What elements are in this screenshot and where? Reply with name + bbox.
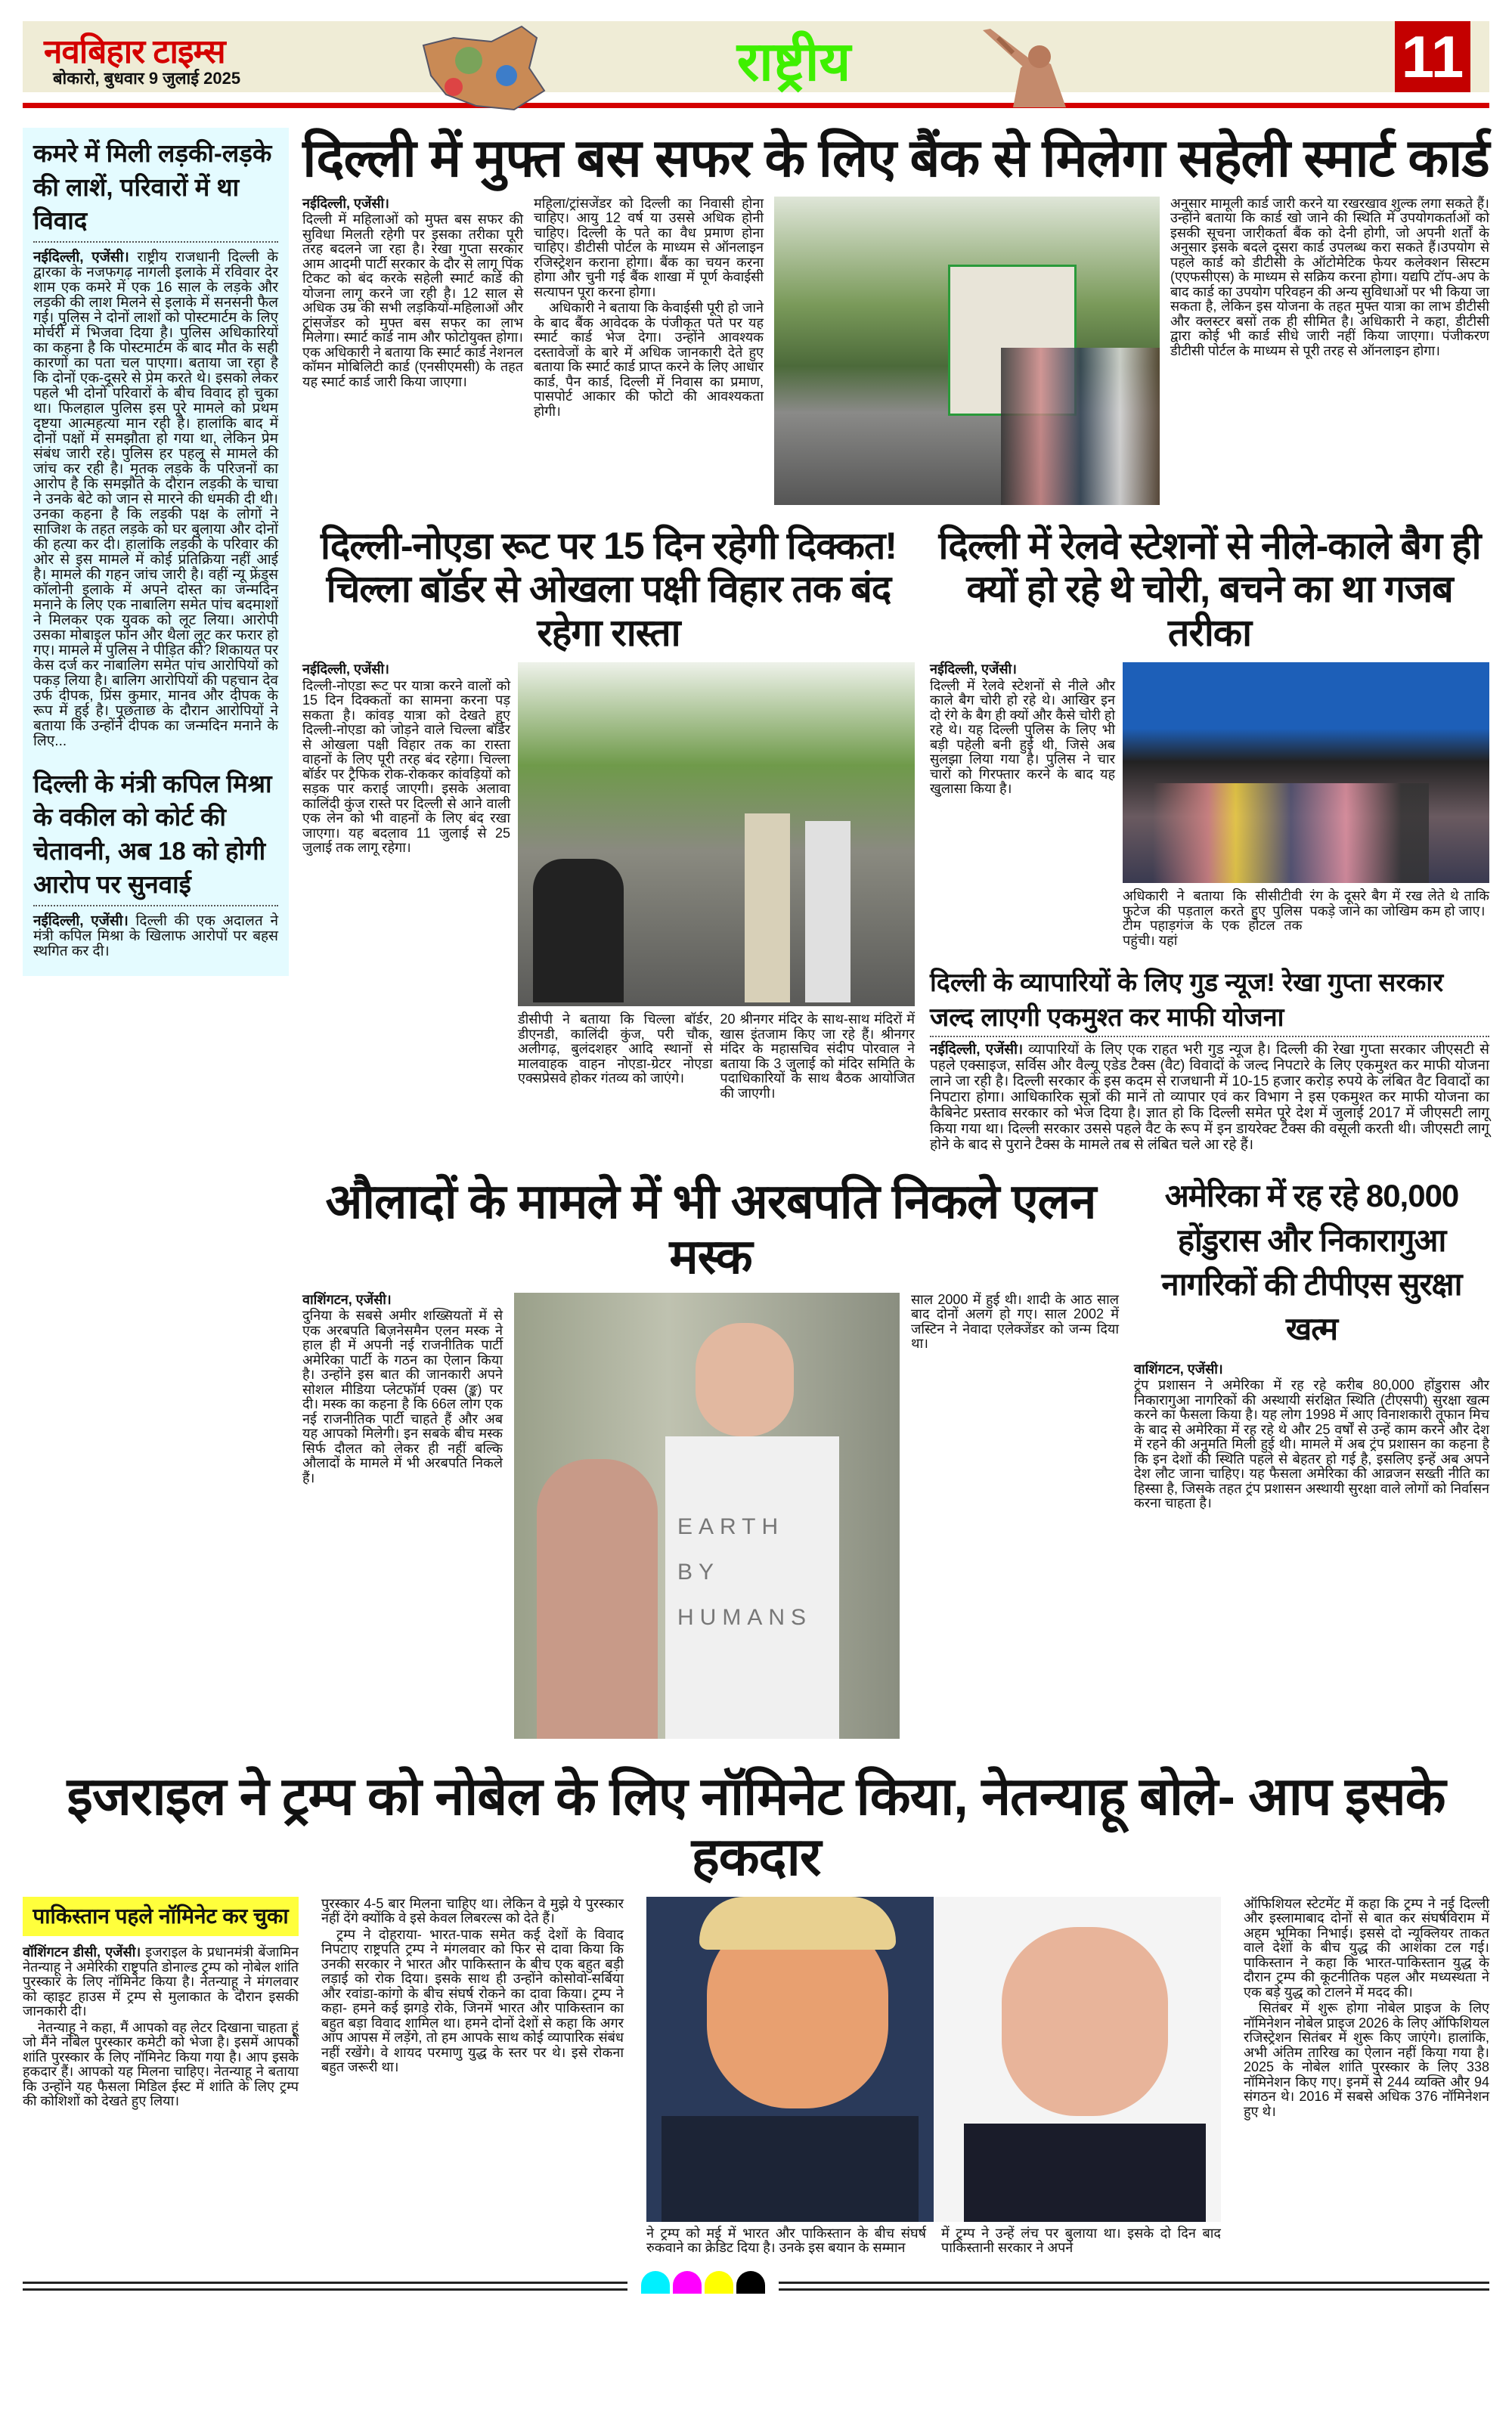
upper-page-grid xyxy=(23,128,1489,1758)
tshirt-text: EARTH BY HUMANS xyxy=(677,1513,813,1630)
noida-right-block xyxy=(518,662,915,1102)
third-row xyxy=(302,1174,1489,1739)
magenta-registration-icon xyxy=(673,2271,702,2294)
person-face-shape xyxy=(696,1323,794,1436)
motorcycle-shape xyxy=(533,859,624,1002)
passengers-shape xyxy=(1153,783,1429,883)
netanyahu-photo xyxy=(934,1897,1221,2222)
policeman-shape xyxy=(805,821,850,1002)
registration-row xyxy=(23,2269,1489,2294)
railway-headline: दिल्ली में रेलवे स्टेशनों से नीले-काले बैग ही क्यों हो रहे थे चोरी, बचने का था गजब तरीका xyxy=(938,524,1481,654)
sidebar-story-2-headline: दिल्ली के मंत्री कपिल मिश्रा के वकील को कोर्ट की चेतावनी, अब 18 को होगी आरोप पर सुनवाई xyxy=(33,767,278,906)
musk-column-1 xyxy=(302,1293,503,1488)
noida-column-2 xyxy=(518,1012,713,1102)
dateline: नईदिल्ली, एजेंसी। xyxy=(930,661,1017,677)
hair-shape xyxy=(699,1897,896,1950)
story-body: पुरस्कार 4-5 बार मिलना चाहिए था। लेकिन वे मुझे ये पुरस्कार नहीं देंगे क्योंकि वे इसे केवल लिबरल्स को देते हैं। xyxy=(321,1895,624,1926)
lead-headline: दिल्ली में मुफ्त बस सफर के लिए बैंक से मिलेगा सहेली स्मार्ट कार्ड xyxy=(302,129,1489,187)
story-body: ट्रंप प्रशासन ने अमेरिका में रह रहे करीब 80,000 होंडुरास और निकारागुआ नागरिकों की अस्थायी संरक्षित स्थिति (टीएसपी) सुरक्षा खत्म करने का फैसला किया है। यह लोग 1998 में आए विनाशकारी तूफान मिच के बाद से अमेरिका में रह रहे थे और 25 वर्षों से उन्हें काम करने और देश में रहने की अनुमति मिली हुई थी। मामले में अब ट्रंप प्रशासन का कहना है कि इन देशों की स्थिति पहले से बेहतर हो गई है, इसलिए इन्हें अब अपने देश लौट जाना चाहिए। यह फैसला अमेरिका की आव्रजन सख्ती नीति का हिस्सा है, जिसके तहत ट्रंप प्रशासन अस्थायी सुरक्षा वाले लोगों को निर्वासन करना चाहता है। xyxy=(1134,1377,1489,1511)
story-body: दिल्ली की एक अदालत ने मंत्री कपिल मिश्रा के खिलाफ आरोपों पर बहस स्थगित कर दी। xyxy=(33,912,278,959)
header-divider xyxy=(23,103,1489,108)
story-body: ऑफिशियल स्टेटमेंट में कहा कि ट्रम्प ने नई दिल्ली और इस्लामाबाद दोनों से बात कर संघर्षविराम में अहम भूमिका निभाई। इससे दो न्यूक्लियर ताकत वाले देशों के बीच युद्ध की आशंका टल गई। पाकिस्तान ने कहा कि भारत-पाकिस्तान युद्ध के दौरान ट्रम्प की कूटनीतिक पहल और मध्यस्थता ने एक बड़े युद्ध को टालने में मदद की। xyxy=(1244,1895,1489,2000)
musk-headline: औलादों के मामले में भी अरबपति निकले एलन मस्क xyxy=(325,1173,1096,1284)
dateline: नईदिल्ली, एजेंसी। xyxy=(930,1041,1024,1058)
lead-story xyxy=(302,128,1489,505)
tshirt-shape xyxy=(665,1436,839,1739)
nobel-column-2 xyxy=(321,1897,624,2077)
dateline: वाशिंगटन, एजेंसी। xyxy=(302,1291,392,1307)
dateline: नईदिल्ली, एजेंसी। xyxy=(33,249,129,265)
registration-bar-right xyxy=(779,2282,1489,2291)
railway-station-photo xyxy=(1123,662,1489,883)
nobel-column-1 xyxy=(23,1945,299,2109)
nobel-story xyxy=(23,1766,1489,2256)
masthead-band xyxy=(23,21,1489,92)
noida-column-1 xyxy=(302,662,510,857)
gst-body xyxy=(930,1042,1489,1153)
lead-column-2 xyxy=(534,197,764,421)
story-body: महिला/ट्रांसजेंडर को दिल्ली का निवासी होना चाहिए। आयु 12 वर्ष या उससे अधिक होनी चाहिए। दिल्ली के पते का वैध प्रमाण होना चाहिए। डीटीसी पोर्टल के माध्यम से ऑनलाइन रजिस्ट्रेशन कराना होगा। बैंक का चयन करना होगा और चुनी गई बैंक शाखा में पूर्ण केवाईसी सत्यापन पूरा करना होगा। xyxy=(534,195,764,299)
story-body: ट्रम्प ने दोहराया- भारत-पाक समेत कई देशों के विवाद निपटाए राष्ट्रपति ट्रम्प ने मंगलवार को फिर से दावा किया कि उनकी सरकार ने भारत और पाकिस्तान के बीच एक बहुत बड़ी लड़ाई को रोक दिया। इसके साथ ही उन्होंने कोसोवो-सर्बिया और रवांडा-कांगो के बीच संघर्ष रोकने का दावा किया। ट्रम्प ने कहा- हमने कई झगड़े रोके, जिनमें भारत और पाकिस्तान का बहुत बड़ा विवाद शामिल था। हमने दोनों देशों से कहा कि अगर आप आपस में लड़ेंगे, तो हम आपके साथ कोई व्यापारिक संबंध नहीं रखेंगे। वे शायद परमाणु युद्ध के स्तर पर थे। इसे रोकना बहुत जरूरी था। xyxy=(321,1926,624,2075)
photo-caption-right: में ट्रम्प ने उन्हें लंच पर बुलाया था। इसके दो दिन बाद पाकिस्तानी सरकार ने अपने xyxy=(941,2225,1221,2256)
railway-column-3 xyxy=(1310,889,1490,950)
policeman-shape xyxy=(745,813,790,1002)
crowd-shape xyxy=(1001,348,1160,505)
nobel-photo-block xyxy=(646,1897,1221,2256)
story-body: इजराइल के प्रधानमंत्री बेंजामिन नेतन्याहू ने अमेरिकी राष्ट्रपति डोनाल्ड ट्रम्प को नोबेल शांति पुरस्कार के लिए नॉमिनेट किया है। नेतन्याहू ने मंगलवार को व्हाइट हाउस में ट्रम्प से मुलाकात के दौरान इसकी जानकारी दी। xyxy=(23,1944,299,2019)
face-shape xyxy=(1002,1927,1168,2116)
railway-right-block xyxy=(1123,662,1489,950)
dateline: वाशिंगटन, एजेंसी। xyxy=(1134,1361,1223,1377)
honduras-headline: अमेरिका में रह रहे 80,000 होंडुरास और निकारागुआ नागरिकों की टीपीएस सुरक्षा खत्म xyxy=(1161,1177,1462,1347)
story-body: रंग के दूसरे बैग में रख लेते थे ताकि पकड़े जाने का जोखिम कम हो जाए। xyxy=(1309,888,1489,919)
musk-column-3 xyxy=(911,1293,1119,1353)
railway-column-2 xyxy=(1123,889,1303,950)
honduras-body xyxy=(1134,1362,1489,1511)
state-map-collage-icon xyxy=(408,23,559,113)
noida-headline: दिल्ली-नोएडा रूट पर 15 दिन रहेगी दिक्कत! चिल्ला बॉर्डर से ओखला पक्षी विहार तक बंद रहेगा रास्ता xyxy=(320,524,897,654)
left-sidebar xyxy=(23,128,289,976)
dateline: नईदिल्ली, एजेंसी। xyxy=(302,195,389,211)
story-body: अनुसार मामूली कार्ड जारी करने या रखरखाव शुल्क लगा सकते हैं। उन्होंने बताया कि कार्ड खो जाने की स्थिति में उपयोगकर्ताओं को इसकी सूचना जारीकर्ता बैंक को देनी होगी, जो अपनी शर्तों के अनुसार इसके बदले दूसरा कार्ड उपलब्ध करा सकते हैं।उपयोग से पहले कार्ड को डीटीसी के ऑटोमेटिक फेयर कलेक्शन सिस्टम (एएफसीएस) के माध्यम से सक्रिय करना होगा। यद्यपि टॉप-अप के बाद कार्ड का उपयोग परिवहन की अन्य सुविधाओं पर भी किया जा सकता है, लेकिन इस योजना के तहत मुफ्त यात्रा का लाभ डीटीसी और क्लस्टर बसों तक ही सीमित है। अधिकारी ने कहा, डीटीसी द्वारा कोई भी कार्ड सीधे जारी नहीं किया जाएगा। पंजीकरण डीटीसी पोर्टल के माध्यम से पूरी तरह से ऑनलाइन होगा। xyxy=(1170,195,1489,358)
bus-queue-photo xyxy=(774,197,1160,505)
photo-caption-left: ने ट्रम्प को मई में भारत और पाकिस्तान के बीच संघर्ष रुकवाने का क्रेडिट दिया है। उनके इस बयान के सम्मान xyxy=(646,2225,926,2256)
story-body: अधिकारी ने बताया कि सीसीटीवी फुटेज की पड़ताल करते हुए पुलिस टीम पहाड़गंज के एक होटल तक पहुंची। यहां xyxy=(1123,888,1303,948)
story-body: दिल्ली में रेलवे स्टेशनों से नीले और काले बैग चोरी हो रहे थे। आखिर इन दो रंगे के बैग ही क्यों और कैसे चोरी हो रहे थे। यह दिल्ली पुलिस के लिए भी बड़ी पहेली बनी हुई थी, जिसे अब सुलझा लिया गया है। पुलिस ने चार चारों को गिरफ्तार करने के बाद यह खुलासा किया है। xyxy=(930,677,1115,796)
sub-headline-box: पाकिस्तान पहले नॉमिनेट कर चुका xyxy=(23,1897,299,1936)
suit-shape xyxy=(662,2116,919,2222)
dateline: नईदिल्ली, एजेंसी। xyxy=(33,912,129,929)
second-row xyxy=(302,525,1489,1154)
sidebar-story-1 xyxy=(33,137,278,749)
musk-story xyxy=(302,1174,1119,1739)
story-body: डीसीपी ने बताया कि चिल्ला बॉर्डर, डीएनडी, कालिंदी कुंज, परी चौक, अलीगढ़, बुलंदशहर आदि स्थानों से मालवाहक वाहन नोएडा-ग्रेटर नोएडा एक्सप्रेसवे होकर गंतव्य को जाएंगे। xyxy=(518,1012,713,1086)
paper-logo: नवबिहार टाइम्स xyxy=(44,33,225,70)
woman-child-shape xyxy=(537,1459,658,1739)
story-body: राष्ट्रीय राजधानी दिल्ली के द्वारका के नजफगढ़ नागली इलाके में रविवार देर शाम एक कमरे में एक 16 साल के लड़के और लड़की की लाश मिलने से इलाके में सनसनी फैल गई। पुलिस ने दोनों लाशों को पोस्टमार्टम के लिए मोर्चरी में भिजवा दिया है। पुलिस अधिकारियों का कहना है कि पोस्टमार्टम के बाद मौत के सही कारणों का पता चल पाएगा। बताया जा रहा है कि दोनों एक-दूसरे से प्रेम करते थे। इसको लेकर पहले भी दोनों परिवारों के बीच विवाद हो चुका था। फिलहाल पुलिस इस पूरे मामले को प्रथम दृष्टया आत्महत्या मान रही है। हालांकि बाद में दोनों पक्षों में समझौता हो गया था, लेकिन प्रेम संबंध जारी रहे। पुलिस हर पहलू से मामले की जांच कर रही है। मृतक लड़के के परिजनों का आरोप है कि समझौते के दौरान लड़की के चाचा ने उनके बेटे को जान से मारने की धमकी दी थी। उनका कहना है कि लड़की पक्ष के लोगों ने साजिश के तहत लड़के को घर बुलाया और दोनों की हत्या कर दी। हालांकि लड़की के परिवार की ओर से इस मामले में कोई प्रतिक्रिया नहीं आई है। मामले की गहन जांच जारी है। वहीं न्यू फ्रेंड्स कॉलोनी इलाके में अपने दोस्त का जन्मदिन मनाने के लिए एक नाबालिग समेत पांच बदमाशों ने मिलकर एक युवक को लूट लिया। आरोपी उसका मोबाइल फोन और थैला लूट कर फरार हो गए। मामले में पुलिस ने पीड़ित की? शिकायत पर केस दर्ज कर नाबालिग समेत पांच आरोपियों को पकड़ लिया है। बालिग आरोपियों की पहचान देव उर्फ दीपक, प्रिंस कुमार, मानव और दीपक के रूप में हुई है। पूछताछ के दौरान आरोपियों ने बताया कि उन्होंने दीपक का जन्मदिन मनाने के लिए... xyxy=(33,249,279,749)
traffic-police-photo xyxy=(518,662,915,1006)
noida-story xyxy=(302,525,915,1103)
musk-family-photo xyxy=(514,1293,900,1739)
section-title: राष्ट्रीय xyxy=(736,32,851,92)
main-area xyxy=(302,128,1489,1758)
issue-date: बोकारो, बुधवार 9 जुलाई 2025 xyxy=(53,69,241,88)
story-body: नेतन्याहू ने कहा, मैं आपको वह लेटर दिखाना चाहता हूं जो मैंने नोबेल पुरस्कार कमेटी को भेजा है। इसमें आपको शांति पुरस्कार के लिए नॉमिनेट किया गया है। आप इसके हकदार हैं। आपको यह मिलना चाहिए। नेतन्याहू ने बताया कि उन्होंने यह फैसला मिडिल ईस्ट में शांति के लिए ट्रम्प की कोशिशों को देखते हुए लिया। xyxy=(23,2019,299,2109)
story-body: साल 2000 में हुई थी। शादी के आठ साल बाद दोनों अलग हो गए। साल 2002 में जस्टिन ने नेवादा एलेक्जेंडर को जन्म दिया था। xyxy=(911,1291,1119,1352)
statue-illustration-icon xyxy=(968,23,1104,107)
story-body: दुनिया के सबसे अमीर शख्सियतों में से एक अरबपति बिज़नेसमैन एलन मस्क ने हाल ही में अपनी नई राजनीतिक पार्टी अमेरिका पार्टी के गठन का ऐलान किया है। उन्होंने इस बात की जानकारी अपने सोशल मीडिया प्लेटफॉर्म एक्स (ङ्क) पर दी। मस्क का कहना है कि 66ल लोग एक नई राजनीतिक पार्टी चाहते हैं और अब यह आपको मिलेगी। इन सबके बीच मस्क सिर्फ दौलत को लेकर ही नहीं बल्कि औलादों के मामले में भी अरबपति निकले हैं। xyxy=(302,1308,503,1486)
lead-column-3 xyxy=(1170,197,1489,361)
honduras-story xyxy=(1134,1174,1489,1513)
story-body: व्यापारियों के लिए एक राहत भरी गुड न्यूज है। दिल्ली की रेखा गुप्ता सरकार जीएसटी से पहले एक्साइज, सर्विस और वैल्यू एडेड टैक्स (वैट) विवादों के जल्द निपटारे के लिए एकमुश्त कर माफी योजना लाने जा रही है। दिल्ली सरकार के इस कदम से राजधानी में 10-15 हजार करोड़ रुपये के लंबित वैट विवादों का निपटारा होगा। आधिकारिक सूत्रों की मानें तो व्यापार एवं कर विभाग ने इस एकमुश्त कर माफी योजना का कैबिनेट प्रस्ताव सरकार को भेज दिया है। ज्ञात हो कि दिल्ली समेत पूरे देश में जुलाई 2017 में जीएसटी लागू किया गया था। दिल्ली सरकार उससे पहले वैट के रूप में इन डायरेक्ट टैक्स की वसूली करती थी। जीएसटी लागू होने के बाद से पुराने टैक्स के मामले तब से लंबित चले आ रहे हैं। xyxy=(930,1041,1490,1153)
story-body: अधिकारी ने बताया कि केवाईसी पूरी हो जाने के बाद बैंक आवेदक के पंजीकृत पते पर यह स्मार्ट कार्ड भेज देगा। उन्होंने आवश्यक दस्तावेजों के बारे में अधिक जानकारी देते हुए बताया कि स्मार्ट कार्ड प्राप्त करने के लिए आधार कार्ड, पैन कार्ड, दिल्ली में निवास का प्रमाण, पासपोर्ट आकार की फोटो की आवश्यकता होगी। xyxy=(534,300,764,419)
lead-column-1 xyxy=(302,197,523,392)
gst-story xyxy=(930,966,1489,1153)
story-body: 20 श्रीनगर मंदिर के साथ-साथ मंदिरों में खास इंतजाम किए जा रहे हैं। श्रीनगर मंदिर के महासचिव संदीप पोरवाल ने बताया कि 3 जुलाई को मंदिर समिति के पदाधिकारियों के साथ बैठक आयोजित की जाएगी। xyxy=(720,1012,915,1101)
story-body: सितंबर में शुरू होगा नोबेल प्राइज के लिए नॉमिनेशन नोबेल प्राइज 2026 के लिए ऑफिशियल रजिस्ट्रेशन सितंबर में शुरू किए जाएंगे। हालांकि, अभी अंतिम तारिख का ऐलान नहीं किया गया है। 2025 के नोबेल शांति पुरस्कार के लिए 338 नॉमिनेशन किए गए। इनमें से 244 व्यक्ति और 94 संगठन थे। 2016 में सबसे अधिक 376 नॉमिनेशन हुए थे। xyxy=(1244,2000,1489,2119)
trump-photo xyxy=(646,1897,934,2222)
nobel-column-4 xyxy=(1244,1897,1489,2121)
yellow-registration-icon xyxy=(705,2271,733,2294)
sidebar-story-2 xyxy=(33,767,278,959)
gst-headline: दिल्ली के व्यापारियों के लिए गुड न्यूज! रेखा गुप्ता सरकार जल्द लाएगी एकमुश्त कर माफी योजना xyxy=(930,966,1489,1037)
nobel-headline: इजराइल ने ट्रम्प को नोबेल के लिए नॉमिनेट किया, नेतन्याहू बोले- आप इसके हकदार xyxy=(67,1766,1445,1887)
nobel-column-1-block xyxy=(23,1897,299,2111)
suit-shape xyxy=(964,2124,1206,2222)
dateline: नईदिल्ली, एजेंसी। xyxy=(302,661,389,677)
noida-column-3 xyxy=(720,1012,916,1102)
page-number: 11 xyxy=(1395,21,1470,92)
registration-bar-left xyxy=(23,2282,627,2291)
railway-column-1 xyxy=(930,662,1115,798)
black-registration-icon xyxy=(736,2271,765,2294)
right-stories xyxy=(930,525,1489,1154)
cyan-registration-icon xyxy=(641,2271,670,2294)
story-body: दिल्ली में महिलाओं को मुफ्त बस सफर की सुविधा मिलती रहेगी पर इसका तरीका पूरी तरह बदलने जा रहा है। रेखा गुप्ता सरकार आम आदमी पार्टी सरकार के दौर से लागू पिंक टिकट को बंद करके सहेली स्मार्ट कार्ड की योजना लागू करने जा रही है। 12 साल से अधिक उम्र की सभी लड़कियों-महिलाओं और ट्रांसजेंडर को मुफ्त बस सफर का लाभ मिलेगा। स्मार्ट कार्ड नाम और फोटोयुक्त होगा। एक अधिकारी ने बताया कि स्मार्ट कार्ड नेशनल कॉमन मोबिलिटी कार्ड (एनसीएमसी) के तहत यह स्मार्ट कार्ड जारी किया जाएगा। xyxy=(302,212,523,389)
dateline: वॉशिंगटन डीसी, एजेंसी। xyxy=(23,1944,141,1960)
sidebar-story-1-headline: कमरे में मिली लड़की-लड़के की लाशें, परिवारों में था विवाद xyxy=(33,137,278,243)
railway-story xyxy=(930,525,1489,950)
story-body: दिल्ली-नोएडा रूट पर यात्रा करने वालों को 15 दिन दिक्कतों का सामना करना पड़ सकता है। कांवड़ यात्रा को देखते हुए दिल्ली-नोएडा को जोड़ने वाले चिल्ला बॉर्डर से ओखला पक्षी विहार तक का रास्ता वाहनों के लिए पूरी तरह बंद रहेगा। चिल्ला बॉर्डर पर ट्रैफिक रोक-रोककर कांवड़ियों को सड़क पार कराई जाएगी। इसके अलावा कालिंदी कुंज रास्ते पर दिल्ली से आने वाली एक लेन को भी वाहनों के लिए बंद रखा जाएगा। यह बदलाव 11 जुलाई से 25 जुलाई तक लागू रहेगा। xyxy=(302,677,510,855)
